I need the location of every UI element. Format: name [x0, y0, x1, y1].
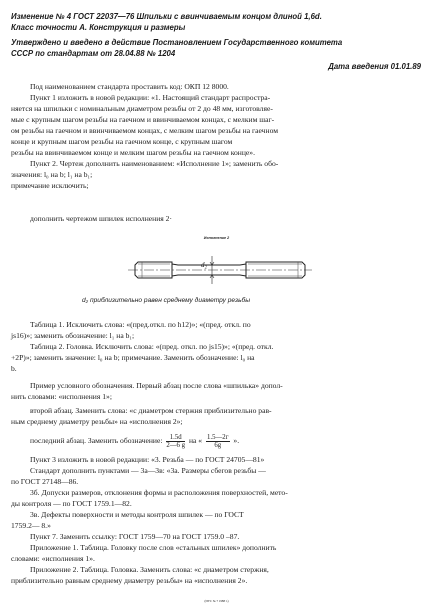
- text-line: по ГОСТ 27148—86.: [11, 477, 79, 486]
- effective-date: Дата введения 01.01.89: [328, 62, 421, 71]
- text-line: резьбы на ввинчиваемом конце и мелким шагом резьбы на гаечном конце».: [11, 148, 255, 157]
- fraction-2-numerator: 1.5—2г: [207, 433, 229, 441]
- fraction-1: [166, 434, 185, 449]
- text-line: Под наименованием стандарта проставить код: ОКП 12 8000.: [30, 82, 229, 91]
- text-line: примечание исключить;: [11, 181, 89, 190]
- approval-line1: Утверждено и введено в действие Постановлением Государственного комитета: [11, 38, 343, 47]
- text-line: Приложение 2. Таблица. Головка. Заменить слова: «с диаметром стержня,: [30, 565, 269, 574]
- formula-line: [30, 433, 239, 449]
- dimension-label-d2: d₂: [201, 261, 207, 269]
- fraction-1-denominator: 2—6 g: [166, 441, 186, 449]
- text-line: ом резьбы на гаечном и ввинчиваемом концах, с мелким шагом резьбы на гаечном: [11, 126, 279, 135]
- text-line: дополнить чертежом шпилек исполнения 2·: [30, 214, 172, 223]
- text-line: нить словами: «исполнения 1»;: [11, 392, 112, 401]
- fraction-2-denominator: 6g: [214, 441, 222, 449]
- text-line: Пункт 1 изложить в новой редакции: «1. Настоящий стандарт распростра-: [30, 93, 271, 102]
- text-line: Таблица 1. Исключить слова: «(пред.откл. по h12)»; «(пред. откл. по: [30, 320, 251, 329]
- text-line: мые с крупным шагом резьбы на гаечном и ввинчиваемом концах, с мелким шаг-: [11, 115, 275, 124]
- text-line: b.: [11, 364, 17, 373]
- text-line: Пункт 2. Чертеж дополнить наименованием: «Исполнение 1»; заменить обо-: [30, 159, 279, 168]
- text-line: словами: «исполнения 1».: [11, 554, 95, 563]
- formula-suffix: ».: [233, 436, 240, 445]
- text-line: Пункт 7. Заменить ссылку: ГОСТ 1759—70 на ГОСТ 1759.0 –87.: [30, 532, 240, 541]
- text-line: 1759.2— 8.»: [11, 521, 51, 530]
- formula-mid: на «: [188, 436, 203, 445]
- text-line: Пример условного обозначения. Первый абзац после слова «шпилька» допол-: [30, 381, 283, 390]
- text-line: второй абзац. Заменить слова: «с диаметром стержня приблизительно рав-: [30, 406, 272, 415]
- text-line: 3в. Дефекты поверхности и методы контроля шпилек — по ГОСТ: [30, 510, 244, 519]
- text-line: конце и крупным шагом резьбы на гаечном конце, с крупным шагом: [11, 137, 233, 146]
- approval-line2: СССР по стандартам от 28.04.88 № 1204: [11, 49, 176, 58]
- text-line: Приложение 1. Таблица. Головку после слов «стальных шпилек» дополнить: [30, 543, 277, 552]
- text-line: значения: l₀ на b; l₁ на b₁;: [11, 170, 93, 179]
- publication-note: (ИУС № 7 1988 г.): [204, 599, 229, 603]
- fraction-1-numerator: 1.5d: [166, 434, 185, 442]
- formula-prefix: последний абзац. Заменить обозначение:: [30, 436, 163, 445]
- text-line: няется на шпильки с номинальным диаметром резьбы от 2 до 48 мм, изготовляе-: [11, 104, 273, 113]
- fraction-2: [206, 434, 229, 449]
- text-line: ным среднему диаметру резьбы» на «исполнения 2»;: [11, 417, 183, 426]
- stud-drawing: [120, 250, 320, 290]
- text-line: Таблица 2. Головка. Исключить слова: «(пред. откл. по js15)»; «(пред. откл.: [30, 342, 274, 351]
- text-line: 3б. Допуски размеров, отклонения формы и расположения поверхностей, мето-: [30, 488, 288, 497]
- text-line: Пункт 3 изложить в новой редакции: «3. Резьба — по ГОСТ 24705—81»: [30, 455, 265, 464]
- amendment-title-line2: Класс точности А. Конструкция и размеры: [11, 23, 186, 32]
- figure-title: Исполнение 2: [203, 236, 230, 240]
- text-line: приблизительно равным среднему диаметру резьбы» на «исполнения 2».: [11, 576, 248, 585]
- figure-caption: d₂ приблизительно равен среднему диаметру резьбы: [82, 297, 251, 304]
- text-line: +2P)»; заменить значение: l₀ на b; примечание. Заменить обозначение: l₀ на: [11, 353, 255, 362]
- amendment-title-line1: Изменение № 4 ГОСТ 22037—76 Шпильки с ввинчиваемым концом длиной 1,6d.: [11, 12, 322, 21]
- text-line: Стандарт дополнить пунктами — 3а—3в: «3а. Размеры сбегов резьбы —: [30, 466, 266, 475]
- text-line: js16)»; заменить обозначение: l₁ на b₁;: [11, 331, 135, 340]
- text-line: ды контроля — по ГОСТ 1759.1—82.: [11, 499, 132, 508]
